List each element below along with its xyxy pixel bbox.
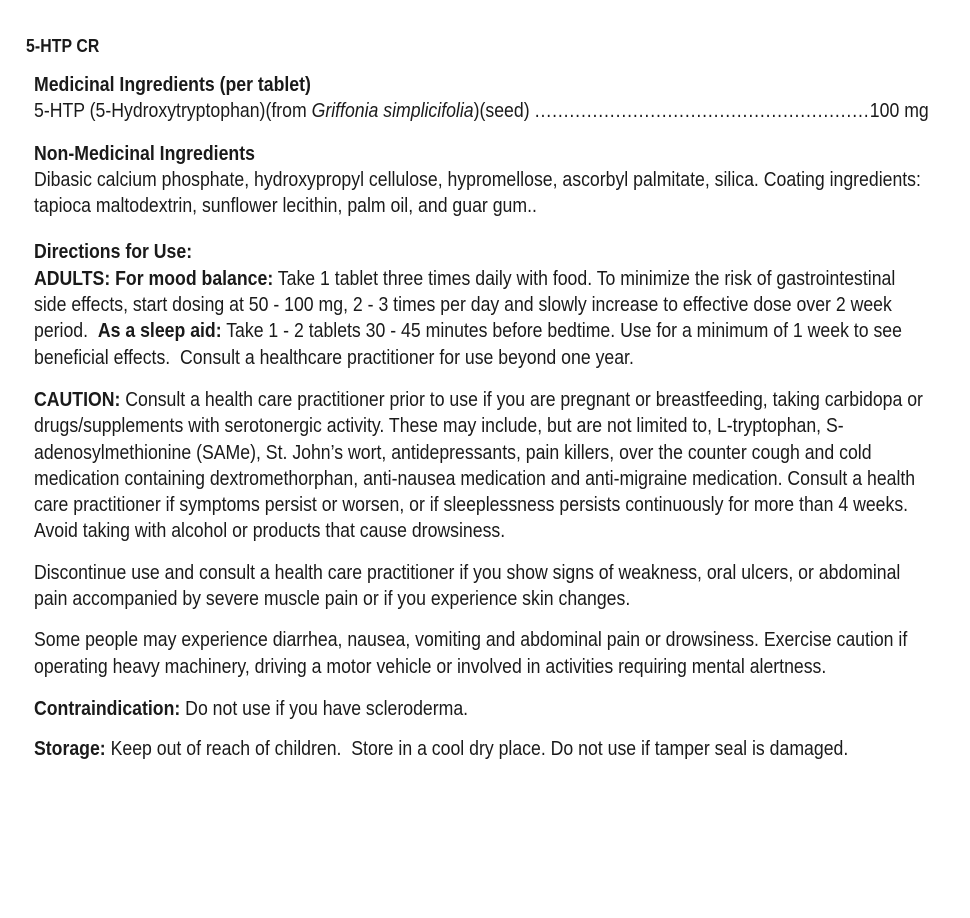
- caution-label: CAUTION:: [34, 387, 121, 411]
- ingredient-suffix: )(seed): [473, 99, 530, 123]
- ingredient-row: [34, 98, 929, 124]
- non-medicinal-heading: Non-Medicinal Ingredients: [34, 141, 255, 165]
- ingredient-prefix: 5-HTP (5-Hydroxytryptophan)(from: [34, 99, 312, 123]
- adults-text: Take 1 tablet three times daily with food. To minimize the risk of gastrointestinal side effects, start dosing at 50 - 100 mg, 2 - 3 times per day and slowly increase to effective dose over 2 week period.: [34, 266, 901, 343]
- non-medicinal-text: Dibasic calcium phosphate, hydroxypropyl cellulose, hypromellose, ascorbyl palmitate, silica. Coating ingredients: tapioca maltodextrin, sunflower lecithin, palm oil, and guar gum..: [34, 167, 921, 218]
- side-effects-text: Some people may experience diarrhea, nausea, vomiting and abdominal pain or drowsiness. Exercise caution if operating heavy machinery, driving a motor vehicle or involved in activities requiring mental alertness.: [34, 628, 908, 678]
- storage-label: Storage:: [34, 737, 106, 761]
- ingredient-name: [34, 98, 530, 124]
- contraindication-text: Do not use if you have scleroderma.: [180, 696, 469, 720]
- contraindication-section: [34, 696, 929, 722]
- caution-section: [34, 387, 929, 545]
- ingredient-source: Griffonia simplicifolia: [311, 99, 474, 123]
- storage-text: Keep out of reach of children. Store in a cool dry place. Do not use if tamper seal is damaged.: [105, 737, 849, 761]
- non-medicinal-ingredients-section: [34, 141, 929, 220]
- sleep-aid-label: As a sleep aid:: [97, 319, 222, 343]
- caution-text: Consult a health care practitioner prior to use if you are pregnant or breastfeeding, taking carbidopa or drugs/supplements with serotonergic activity. These may include, but are not limited to, L-tryptophan, S-adenosylmethionine (SAMe), St. John’s wort, antidepressants, pain killers, over the counter cough and cold medication containing dextromethorphan, anti-nausea medication and anti-migraine medication. Consult a health care practitioner if symptoms persist or worsen, or if sleeplessness persists continuously for more than 4 weeks. Avoid taking with alcohol or products that cause drowsiness.: [34, 387, 928, 543]
- dot-leader: [535, 98, 868, 124]
- directions-heading: Directions for Use:: [34, 240, 193, 264]
- medicinal-ingredients-heading: Medicinal Ingredients (per tablet): [34, 73, 311, 96]
- ingredient-amount: 100 mg: [869, 99, 929, 123]
- product-title: 5-HTP CR: [26, 36, 100, 56]
- discontinue-text: Discontinue use and consult a health care practitioner if you show signs of weakness, oral ulcers, or abdominal pain accompanied by severe muscle pain or if you experience skin changes.: [34, 560, 901, 611]
- adults-label: ADULTS: For mood balance:: [34, 266, 274, 290]
- sleep-aid-text: Take 1 - 2 tablets 30 - 45 minutes before bedtime. Use for a minimum of 1 week to see beneficial effects. Consult a healthcare practitioner for use beyond one year.: [34, 319, 907, 369]
- directions-section: [34, 239, 929, 370]
- discontinue-section: [34, 560, 929, 613]
- medicinal-ingredients-section: [34, 72, 929, 125]
- label-content: [34, 72, 929, 763]
- contraindication-label: Contraindication:: [34, 696, 181, 720]
- storage-section: [34, 736, 929, 762]
- side-effects-section: [34, 627, 929, 680]
